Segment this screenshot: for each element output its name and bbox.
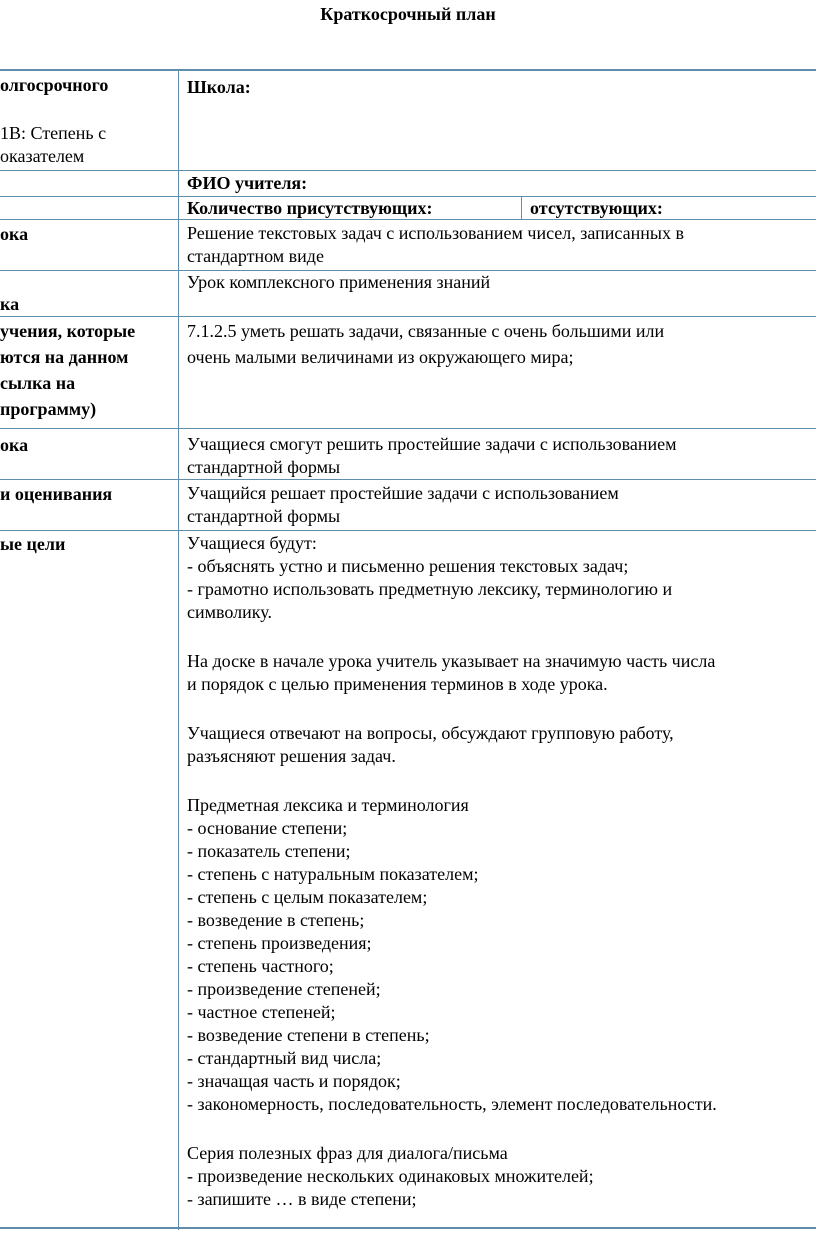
row-divider	[0, 479, 816, 480]
cell-line: учения, которые	[0, 321, 136, 341]
vocabulary-item: - основание степени;	[187, 818, 348, 838]
language-goals-value	[187, 532, 717, 1211]
cell-line: и порядок с целью применения терминов в ходе урока.	[187, 674, 608, 694]
lesson-topic-label: ока	[0, 224, 29, 244]
long-term-plan-cell	[0, 74, 108, 168]
teacher-name-label: ФИО учителя:	[187, 173, 308, 193]
present-count-label: Количество присутствующих:	[187, 198, 433, 218]
cell-line: - объяснять устно и письменно решения текстовых задач;	[187, 556, 629, 576]
cell-line: Учащиеся отвечают на вопросы, обсуждают групповую работу,	[187, 723, 674, 743]
cell-line: символику.	[187, 602, 272, 622]
lesson-type-label: ка	[0, 294, 20, 314]
paragraph-gap	[187, 1116, 717, 1142]
vocabulary-item: - произведение степеней;	[187, 979, 381, 999]
absent-count-label: отсутствующих:	[530, 198, 663, 218]
vocabulary-item: - степень произведения;	[187, 933, 372, 953]
vocabulary-item: - стандартный вид числа;	[187, 1048, 382, 1068]
vocabulary-item: - значащая часть и порядок;	[187, 1071, 401, 1091]
cell-line: программу)	[0, 399, 97, 419]
vocabulary-item: - закономерность, последовательность, элемент последовательности.	[187, 1094, 717, 1114]
cell-line: олгосрочного	[0, 75, 109, 95]
language-goals-label: ые цели	[0, 534, 66, 554]
vocabulary-item: - степень с натуральным показателем;	[187, 864, 479, 884]
assessment-criteria-value	[187, 482, 619, 528]
cell-line: Учащийся решает простейшие задачи с использованием	[187, 483, 619, 503]
cell-line: Решение текстовых задач с использованием чисел, записанных в	[187, 223, 684, 243]
cell-line: сылка на	[0, 373, 76, 393]
vocabulary-title: Предметная лексика и терминология	[187, 795, 469, 815]
column-divider-attendance	[521, 196, 522, 219]
cell-line: 1В: Степень с	[0, 123, 107, 143]
cell-line: - грамотно использовать предметную лексику, терминологию и	[187, 579, 673, 599]
lesson-topic-value	[187, 222, 684, 268]
phrase-item: - запишите … в виде степени;	[187, 1189, 417, 1209]
page-title: Краткосрочный план	[320, 4, 496, 24]
cell-line: очень малыми величинами из окружающего мира;	[187, 347, 574, 367]
vocabulary-item: - степень частного;	[187, 956, 334, 976]
assessment-criteria-label: и оценивания	[0, 484, 113, 504]
column-divider	[178, 70, 179, 1230]
cell-line: оказателем	[0, 146, 85, 166]
row-divider	[0, 428, 816, 429]
row-divider	[0, 316, 816, 317]
cell-line: стандартном виде	[187, 246, 324, 266]
learning-objectives-value	[187, 318, 664, 370]
cell-line: Учащиеся смогут решить простейшие задачи с использованием	[187, 434, 677, 454]
row-divider	[0, 170, 816, 171]
learning-objectives-label	[0, 318, 135, 422]
lesson-goals-value	[187, 433, 677, 479]
phrase-item: - произведение нескольких одинаковых множителей;	[187, 1166, 594, 1186]
school-label: Школа:	[187, 77, 251, 97]
lesson-type-value: Урок комплексного применения знаний	[187, 272, 491, 292]
phrases-title: Серия полезных фраз для диалога/письма	[187, 1143, 508, 1163]
paragraph-gap	[187, 624, 717, 650]
cell-line: На доске в начале урока учитель указывает на значимую часть числа	[187, 651, 716, 671]
cell-line: Учащиеся будут:	[187, 533, 317, 553]
paragraph-gap	[187, 696, 717, 722]
cell-line	[0, 97, 108, 120]
vocabulary-item: - возведение степени в степень;	[187, 1025, 430, 1045]
vocabulary-item: - частное степеней;	[187, 1002, 336, 1022]
cell-line: разъясняют решения задач.	[187, 746, 396, 766]
paragraph-gap	[187, 768, 717, 794]
vocabulary-item: - степень с целым показателем;	[187, 887, 428, 907]
cell-line: 7.1.2.5 уметь решать задачи, связанные с очень большими или	[187, 321, 665, 341]
vocabulary-item: - показатель степени;	[187, 841, 351, 861]
row-divider	[0, 530, 816, 531]
lesson-goals-label: ока	[0, 435, 29, 455]
cell-line: стандартной формы	[187, 457, 341, 477]
cell-line: ются на данном	[0, 347, 129, 367]
cell-line: стандартной формы	[187, 506, 341, 526]
vocabulary-item: - возведение в степень;	[187, 910, 365, 930]
